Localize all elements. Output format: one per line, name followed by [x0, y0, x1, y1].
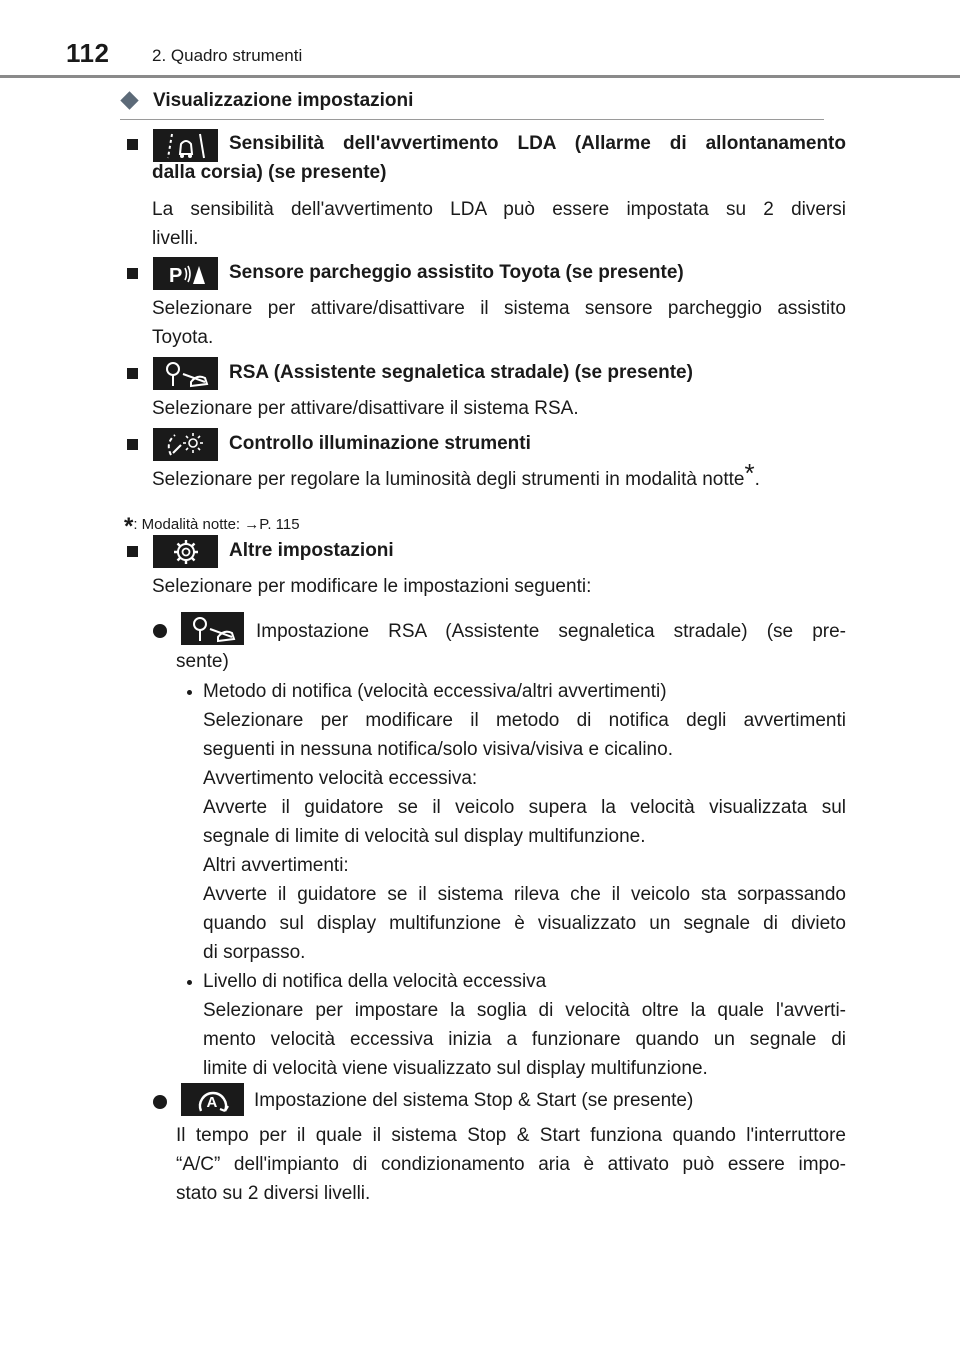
speed-level-line1: Selezionare per impostare la soglia di velocità oltre la quale l'avverti-	[203, 1000, 846, 1021]
notification-method-line4: Avverte il guidatore se il veicolo supera la velocità visualizzata sul	[203, 797, 846, 818]
parking-body-line2: Toyota.	[152, 327, 214, 348]
page-header	[0, 0, 960, 80]
square-bullet-icon	[127, 439, 138, 450]
notification-method-line5: segnale di limite di velocità sul display multifunzione.	[203, 826, 646, 847]
other-settings-title: Altre impostazioni	[229, 540, 394, 561]
section-title-text: Visualizzazione impostazioni	[153, 90, 414, 111]
parking-sensor-icon	[153, 257, 218, 290]
footnote-text: : Modalità notte:	[133, 516, 245, 533]
page-number: 112	[66, 38, 110, 68]
section-title	[120, 89, 824, 120]
illumination-period: .	[754, 469, 760, 490]
stop-start-line2: “A/C” dell'impianto di condizionamento aria è attivato può essere impo-	[176, 1154, 846, 1175]
chapter-title: 2. Quadro strumenti	[152, 46, 303, 65]
lane-departure-icon	[153, 129, 218, 162]
notification-method-line9: di sorpasso.	[203, 942, 306, 963]
square-bullet-icon	[127, 268, 138, 279]
notification-method-line8: quando sul display multifunzione è visualizzato un segnale di divieto	[203, 913, 846, 934]
footnote-page-link[interactable]: P. 115	[259, 516, 300, 533]
notification-method-head: Metodo di notifica (velocità eccessiva/altri avvertimenti)	[203, 681, 667, 702]
illumination-body-text: Selezionare per regolare la luminosità degli strumenti in modalità notte	[152, 469, 745, 490]
square-bullet-icon	[127, 546, 138, 557]
gear-icon	[153, 535, 218, 568]
illumination-title: Controllo illuminazione strumenti	[229, 433, 531, 454]
stop-start-title: Impostazione del sistema Stop & Start (se presente)	[254, 1090, 694, 1111]
notification-method-line6: Altri avvertimenti:	[203, 855, 349, 876]
speed-level-line2: mento velocità eccessiva inizia a funzionare quando un segnale di	[203, 1029, 846, 1050]
road-sign-assist-icon	[181, 612, 244, 645]
speed-level-head: Livello di notifica della velocità eccessiva	[203, 971, 547, 992]
parking-body-line1: Selezionare per attivare/disattivare il sistema sensore parcheggio assistito	[152, 298, 846, 319]
speed-level-line3: limite di velocità viene visualizzato sul display multifunzione.	[203, 1058, 708, 1079]
lda-title-line2: dalla corsia) (se presente)	[152, 162, 387, 183]
lda-body-line1: La sensibilità dell'avvertimento LDA può essere impostata su 2 diversi	[152, 199, 846, 220]
round-bullet-icon	[153, 624, 167, 638]
stop-start-line3: stato su 2 diversi livelli.	[176, 1183, 371, 1204]
square-bullet-icon	[127, 368, 138, 379]
other-settings-body: Selezionare per modificare le impostazioni seguenti:	[152, 576, 592, 597]
square-bullet-icon	[127, 139, 138, 150]
lda-title-line1: Sensibilità dell'avvertimento LDA (Allarme di allontanamento	[229, 133, 846, 154]
illumination-body	[152, 457, 760, 494]
rsa-setting-title-line2: sente)	[176, 651, 229, 672]
diamond-bullet-icon	[120, 91, 138, 109]
footnote-star: *	[124, 513, 134, 540]
svg-text:A: A	[206, 1093, 217, 1111]
round-bullet-icon	[153, 1095, 167, 1109]
road-sign-assist-icon	[153, 357, 218, 390]
rsa-setting-title-line1: Impostazione RSA (Assistente segnaletica stradale) (se pre-	[256, 621, 846, 642]
notification-method-line7: Avverte il guidatore se il sistema rileva che il veicolo sta sorpassando	[203, 884, 846, 905]
lda-body-line2: livelli.	[152, 228, 199, 249]
bullet-dot-icon	[187, 980, 192, 985]
notification-method-line3: Avvertimento velocità eccessiva:	[203, 768, 478, 789]
notification-method-line1: Selezionare per modificare il metodo di notifica degli avvertimenti	[203, 710, 846, 731]
footnote	[124, 508, 300, 540]
stop-start-icon	[181, 1083, 244, 1116]
instrument-light-icon	[153, 428, 218, 461]
bullet-dot-icon	[187, 690, 192, 695]
parking-title: Sensore parcheggio assistito Toyota (se presente)	[229, 262, 684, 283]
rsa-title: RSA (Assistente segnaletica stradale) (se presente)	[229, 362, 693, 383]
notification-method-line2: seguenti in nessuna notifica/solo visiva/visiva e cicalino.	[203, 739, 673, 760]
footnote-marker: *	[744, 457, 755, 488]
stop-start-line1: Il tempo per il quale il sistema Stop & Start funziona quando l'interruttore	[176, 1125, 846, 1146]
header-rule	[0, 75, 960, 78]
rsa-body: Selezionare per attivare/disattivare il sistema RSA.	[152, 398, 579, 419]
arrow-right-icon: →	[244, 516, 260, 533]
svg-text:P: P	[168, 264, 182, 287]
